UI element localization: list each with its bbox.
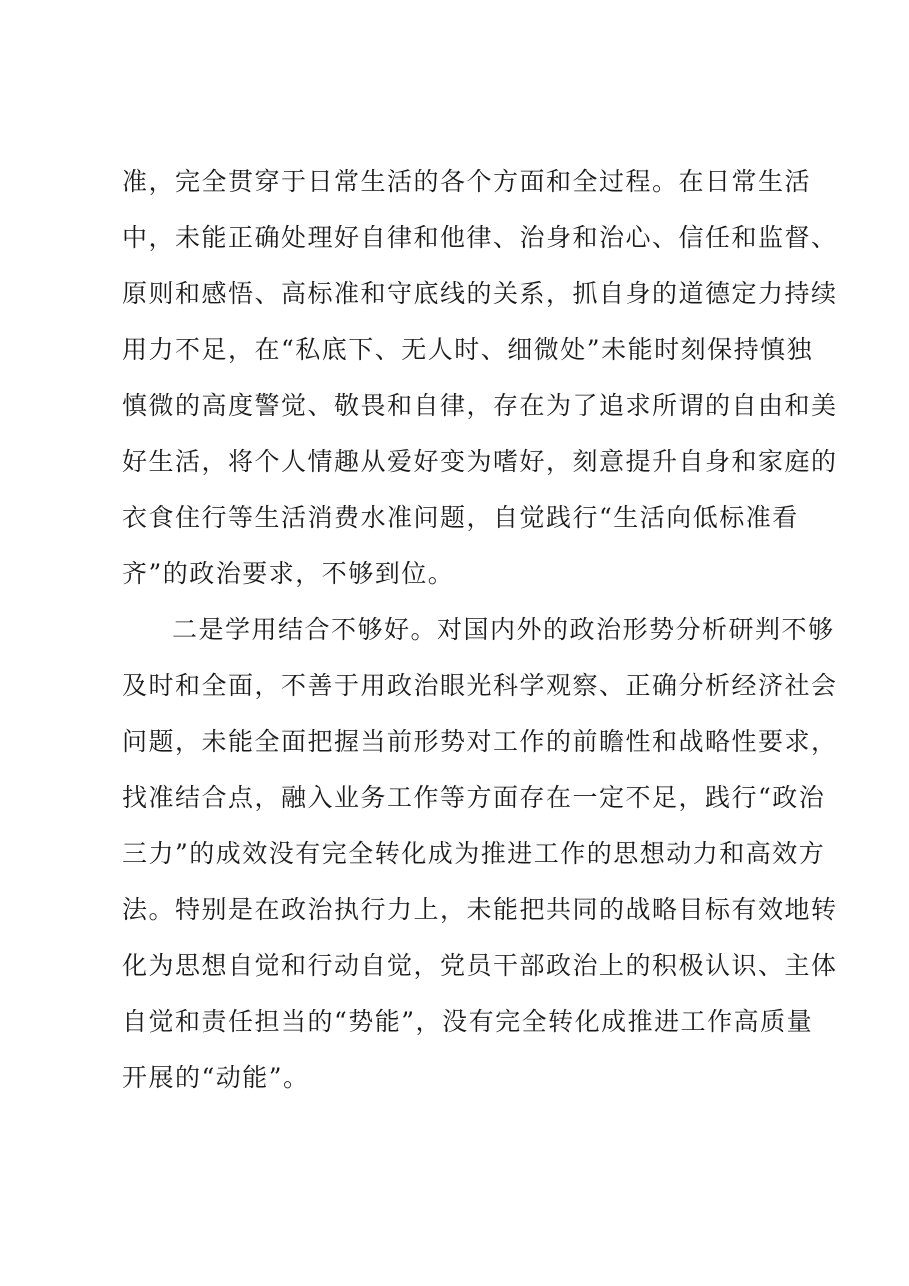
- paragraph-line: 问题，未能全面把握当前形势对工作的前瞻性和战略性要求，: [122, 727, 838, 756]
- paragraph-line: 中，未能正确处理好自律和他律、治身和治心、信任和监督、: [122, 223, 838, 252]
- paragraph-line: 化为思想自觉和行动自觉，党员干部政治上的积极认识、主体: [122, 951, 838, 980]
- paragraph-line: 三力”的成效没有完全转化成为推进工作的思想动力和高效方: [122, 839, 826, 868]
- paragraph-line: 找准结合点，融入业务工作等方面存在一定不足，践行“政治: [122, 783, 826, 812]
- paragraph-line: 及时和全面，不善于用政治眼光科学观察、正确分析经济社会: [122, 671, 838, 700]
- paragraph-line: 齐”的政治要求，不够到位。: [122, 559, 455, 588]
- paragraph-2: [122, 602, 838, 1106]
- paragraph-line: 原则和感悟、高标准和守底线的关系，抓自身的道德定力持续: [122, 279, 838, 308]
- paragraph-line: 好生活，将个人情趣从爱好变为嗜好，刻意提升自身和家庭的: [122, 447, 838, 476]
- paragraph-1: [122, 154, 838, 602]
- paragraph-line: 法。特别是在政治执行力上，未能把共同的战略目标有效地转: [122, 895, 838, 924]
- paragraph-line: 自觉和责任担当的“势能”，没有完全转化成推进工作高质量: [122, 1007, 814, 1036]
- paragraph-line: 慎微的高度警觉、敬畏和自律，存在为了追求所谓的自由和美: [122, 391, 838, 420]
- paragraph-line: 准，完全贯穿于日常生活的各个方面和全过程。在日常生活: [122, 167, 812, 196]
- paragraph-line: 二是学用结合不够好。对国内外的政治形势分析研判不够: [172, 615, 835, 644]
- paragraph-line: 开展的“动能”。: [122, 1063, 310, 1092]
- paragraph-line: 用力不足，在“私底下、无人时、细微处”未能时刻保持慎独: [122, 335, 814, 364]
- paragraph-line: 衣食住行等生活消费水准问题，自觉践行“生活向低标准看: [122, 503, 799, 532]
